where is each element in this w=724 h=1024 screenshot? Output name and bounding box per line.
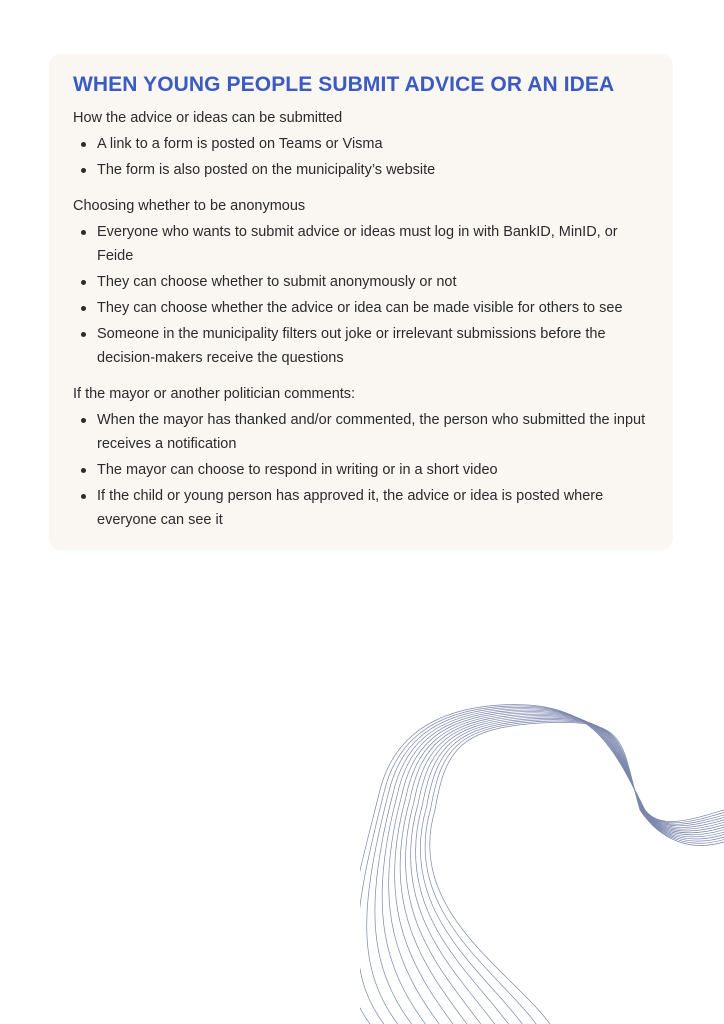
list-item: Everyone who wants to submit advice or ideas must log in with BankID, MinID, or Feide: [97, 220, 649, 268]
anonymity-list: [73, 220, 649, 370]
wave-line: [375, 709, 724, 1024]
wave-line: [430, 722, 724, 1024]
list-item: A link to a form is posted on Teams or Visma: [97, 132, 649, 156]
info-card: [49, 54, 673, 550]
mayor-list: [73, 408, 649, 532]
wave-line: [425, 721, 724, 1024]
section-heading-submission: How the advice or ideas can be submitted: [73, 110, 343, 126]
list-item: If the child or young person has approved it, the advice or idea is posted where everyone can see it: [97, 484, 649, 532]
wave-line: [405, 716, 724, 1024]
list-item: The form is also posted on the municipality’s website: [97, 158, 649, 182]
list-item: Someone in the municipality filters out joke or irrelevant submissions before the decision-makers receive the questions: [97, 322, 649, 370]
submission-list: [73, 132, 649, 182]
section-heading-anonymity: Choosing whether to be anonymous: [73, 198, 306, 214]
wave-line: [395, 713, 724, 1024]
list-item: They can choose whether the advice or idea can be made visible for others to see: [97, 296, 649, 320]
wave-line: [400, 714, 724, 1024]
list-item: They can choose whether to submit anonymously or not: [97, 270, 649, 294]
page-title: WHEN YOUNG PEOPLE SUBMIT ADVICE OR AN IDEA: [73, 73, 615, 96]
wave-line: [389, 711, 724, 1024]
list-item: When the mayor has thanked and/or commented, the person who submitted the input receives a notification: [97, 408, 649, 456]
wave-line: [360, 705, 724, 1024]
decorative-wave-lines: [360, 680, 724, 1024]
wave-line: [367, 707, 724, 1024]
list-item: The mayor can choose to respond in writing or in a short video: [97, 458, 649, 482]
wave-line: [415, 718, 724, 1024]
wave-line: [411, 717, 724, 1024]
wave-line: [420, 720, 724, 1024]
wave-line: [382, 710, 724, 1024]
section-heading-mayor: If the mayor or another politician comments:: [73, 386, 356, 402]
